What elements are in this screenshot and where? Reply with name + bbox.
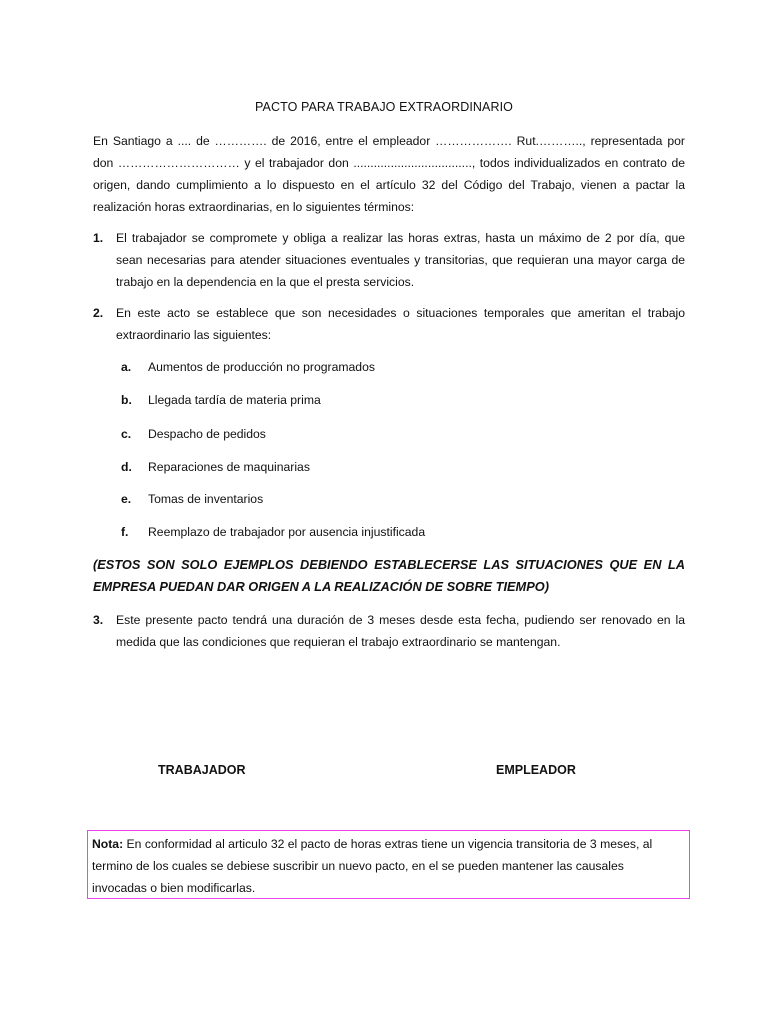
- nota-label: Nota:: [92, 837, 124, 851]
- sub-item-letter: f.: [121, 525, 129, 539]
- sub-item-f: [121, 521, 425, 543]
- item-text: Este presente pacto tendrá una duración de 3 meses desde esta fecha, pudiendo ser renovado en la medida que las condiciones que requieran el trabajo extraordinario se mantengan.: [116, 613, 685, 649]
- item-number: 1.: [93, 231, 104, 245]
- intro-paragraph: En Santiago a .... de …………. de 2016, entre el empleador ………………. Rut.……….., representada por don ………………………… y el trabajador don ..................................., todos individualizados en contrato de origen, dando cumplimiento a lo dispuesto en el artículo 32 del Código del Trabajo, vienen a pactar la realización horas extraordinarias, en lo siguientes términos:: [93, 134, 685, 214]
- sub-item-e: [121, 488, 263, 510]
- sub-item-text: Reparaciones de maquinarias: [148, 460, 310, 474]
- sub-item-letter: e.: [121, 492, 132, 506]
- sub-item-c: [121, 423, 266, 445]
- numbered-item-1: [93, 227, 685, 293]
- document-title: PACTO PARA TRABAJO EXTRAORDINARIO: [255, 100, 513, 114]
- sub-item-text: Aumentos de producción no programados: [148, 360, 375, 374]
- sub-item-a: [121, 356, 375, 378]
- item-number: 2.: [93, 306, 104, 320]
- sub-item-letter: a.: [121, 360, 132, 374]
- sub-item-d: [121, 456, 310, 478]
- sub-item-b: [121, 389, 321, 411]
- numbered-item-2: [93, 302, 685, 346]
- item-number: 3.: [93, 613, 104, 627]
- sub-item-text: Reemplazo de trabajador por ausencia injustificada: [148, 525, 426, 539]
- sub-item-letter: c.: [121, 427, 132, 441]
- nota-text: En conformidad al articulo 32 el pacto de horas extras tiene un vigencia transitoria de 3 meses, al termino de los cuales se debiese suscribir un nuevo pacto, en el se pueden mantener las causales invocadas o bien modificarlas.: [92, 837, 653, 895]
- sub-item-text: Despacho de pedidos: [148, 427, 266, 441]
- item-text: El trabajador se compromete y obliga a realizar las horas extras, hasta un máximo de 2 por día, que sean necesarias para atender situaciones eventuales y transitorias, que requieran una mayor carga de trabajo en la dependencia en la que el presta servicios.: [116, 231, 685, 289]
- sub-item-text: Llegada tardía de materia prima: [148, 393, 321, 407]
- sub-item-letter: d.: [121, 460, 132, 474]
- signature-employer: EMPLEADOR: [496, 763, 576, 777]
- examples-note: (ESTOS SON SOLO EJEMPLOS DEBIENDO ESTABLECERSE LAS SITUACIONES QUE EN LA EMPRESA PUEDAN DAR ORIGEN A LA REALIZACIÓN DE SOBRE TIEMPO): [93, 557, 685, 594]
- sub-item-text: Tomas de inventarios: [148, 492, 264, 506]
- signature-worker: TRABAJADOR: [158, 763, 246, 777]
- numbered-item-3: [93, 609, 685, 653]
- item-text: En este acto se establece que son necesidades o situaciones temporales que ameritan el trabajo extraordinario las siguientes:: [116, 306, 685, 342]
- sub-item-letter: b.: [121, 393, 132, 407]
- nota-box: [87, 830, 690, 899]
